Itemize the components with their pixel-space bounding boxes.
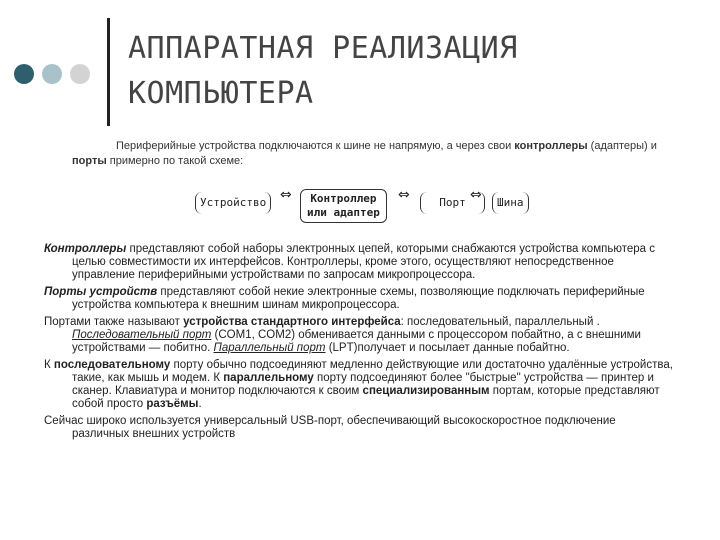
scheme-bus: Шина: [492, 192, 529, 214]
paragraph-controllers: [44, 243, 674, 282]
title-line-2: КОМПЬЮТЕРА: [128, 76, 314, 111]
paragraph-text: представляют собой наборы электронных цепей, которыми снабжаются устройства компьютера с целью совместимости их интерфейсов. Контроллеры, кроме этого, осуществляют непосредственное управление периферийными устройствами по запросам микропроцессора.: [72, 243, 655, 281]
title-divider: [107, 18, 110, 126]
scheme-port: Порт: [420, 192, 485, 214]
paragraph-text: порту подсоединяют более "быстрые" устройства — принтер и сканер. Клавиатура и монитор подключаются к своим: [72, 372, 654, 397]
intro-bold-ports: порты: [72, 155, 107, 167]
paragraph-text: порту обычно подсоединяют медленно действующие или достаточно удалённые устройства, такие, как мышь и модем. К: [72, 359, 673, 384]
paragraph-text: : последовательный, параллельный .: [400, 316, 600, 328]
scheme-controller-line2: или адаптер: [307, 206, 380, 219]
paragraph-text: портам, которые представляют собой просто: [72, 385, 660, 410]
scheme-arrow-icon: ⇔: [398, 187, 410, 203]
intro-text: примерно по такой схеме:: [106, 155, 244, 167]
intro-bold-controllers: контроллеры: [514, 140, 588, 152]
term-serial: последовательному: [53, 359, 171, 371]
dot-dark: [14, 64, 34, 84]
slide-title: [128, 26, 713, 116]
paragraph-text: Портами также называют: [44, 316, 184, 328]
connection-scheme: [195, 185, 545, 225]
scheme-arrow-icon: ⇔: [470, 187, 482, 203]
title-line-1: АППАРАТНАЯ РЕАЛИЗАЦИЯ: [128, 31, 518, 66]
paragraph-text: (COM1, COM2) обменивается данными с процессором побайтно, а с внешними устройствами — побитно.: [72, 329, 641, 354]
term-serial-port: Последовательный порт: [72, 329, 212, 341]
paragraph-text: К: [44, 359, 54, 371]
term-specialized: специализированным: [362, 385, 490, 397]
scheme-device: Устройство: [195, 192, 271, 214]
term-parallel: параллельному: [223, 372, 314, 384]
paragraph-usb: [44, 415, 674, 441]
decorative-dots: [14, 64, 94, 84]
paragraph-port-usage: [44, 359, 674, 411]
term-standard-interface: устройства стандартного интерфейса: [183, 316, 401, 328]
intro-paragraph: [72, 139, 672, 169]
paragraph-text: (LPT)получает и посылает данные побайтно.: [325, 342, 570, 354]
scheme-arrow-icon: ⇔: [280, 187, 292, 203]
term-controllers: Контроллеры: [44, 243, 127, 255]
term-parallel-port: Параллельный порт: [213, 342, 326, 354]
paragraph-ports: [44, 286, 674, 312]
main-text: [44, 243, 674, 445]
intro-text: Периферийные устройства подключаются к шине не напрямую, а через свои: [116, 140, 515, 152]
scheme-controller-line1: Контроллер: [310, 192, 377, 205]
paragraph-text: Сейчас широко используется универсальный USB-порт, обеспечивающий высокоскоростное подключение различных внешних устройств: [44, 415, 616, 440]
paragraph-standard-interfaces: [44, 316, 674, 355]
intro-text: (адаптеры) и: [587, 140, 657, 152]
scheme-controller: [300, 189, 387, 223]
paragraph-text: .: [198, 398, 202, 410]
term-connectors: разъёмы: [146, 398, 199, 410]
term-device-ports: Порты устройств: [44, 286, 158, 298]
dot-gray: [70, 64, 90, 84]
dot-light-blue: [42, 64, 62, 84]
paragraph-text: представляют собой некие электронные схемы, позволяющие подключать периферийные устройства компьютера к внешним шинам микропроцессора.: [72, 286, 645, 311]
